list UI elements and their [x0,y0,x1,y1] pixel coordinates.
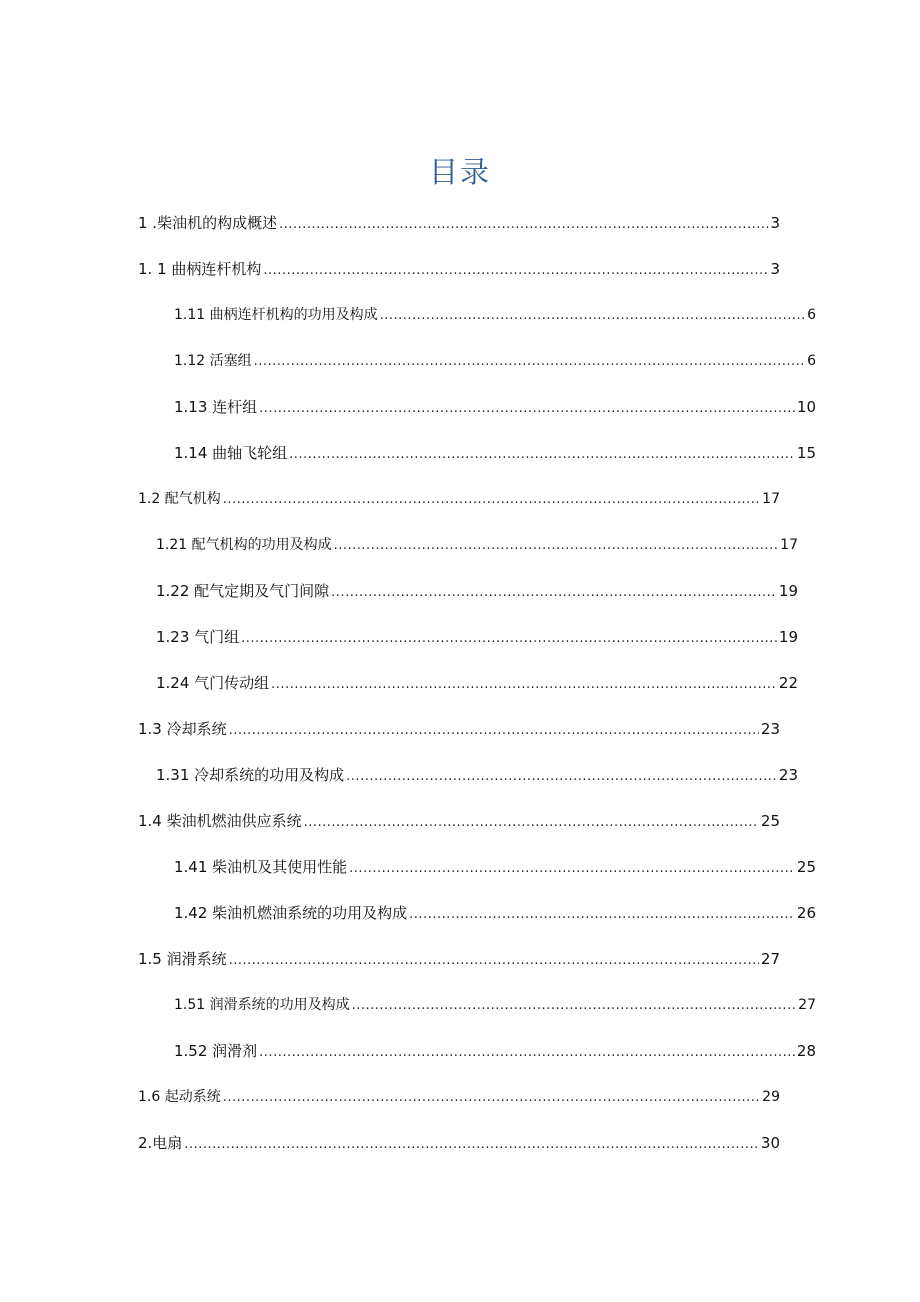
toc-entry-page: 26 [796,904,816,922]
toc-entry-page: 29 [762,1089,780,1105]
dot-leader [289,448,795,462]
toc-entry[interactable] [138,246,780,292]
toc-entry-label: 1.4 柴油机燃油供应系统 [138,812,302,830]
toc-entry-page: 10 [796,398,816,416]
toc-entry-page: 19 [778,628,798,646]
toc-entry-page: 15 [796,444,816,462]
toc-entry[interactable] [138,384,816,430]
dot-leader [271,678,777,692]
toc-entry-label: 1 .柴油机的构成概述 [138,214,278,232]
toc-entry-label: 1.22 配气定期及气门间隙 [156,582,330,600]
toc-entry[interactable] [138,844,816,890]
dot-leader [254,355,805,369]
toc-entry-page: 27 [798,997,816,1013]
toc-entry[interactable] [138,430,816,476]
toc-entry-label: 1.14 曲轴飞轮组 [174,444,288,462]
toc-entry-label: 1.11 曲柄连杆机构的功用及构成 [174,307,378,323]
dot-leader [380,309,805,323]
toc-entry-label: 1.52 润滑剂 [174,1042,258,1060]
toc-entry-label: 1.6 起动系统 [138,1089,221,1105]
toc-entry-page: 6 [807,307,816,323]
dot-leader [346,770,777,784]
dot-leader [409,908,795,922]
toc-entry-page: 6 [807,353,816,369]
toc-entry-label: 1.24 气门传动组 [156,674,270,692]
toc-entry-label: 1.13 连杆组 [174,398,258,416]
dot-leader [334,539,779,553]
toc-entry[interactable] [138,522,798,568]
toc-entry[interactable] [138,568,798,614]
toc-entry-page: 17 [762,491,780,507]
toc-entry-label: 1. 1 曲柄连杆机构 [138,260,262,278]
toc-entry-label: 1.23 气门组 [156,628,240,646]
toc-entry[interactable] [138,752,798,798]
toc-entry[interactable] [138,890,816,936]
toc-entry-label: 1.2 配气机构 [138,491,221,507]
toc-entry-label: 1.21 配气机构的功用及构成 [156,537,332,553]
toc-entry[interactable] [138,1074,780,1120]
dot-leader [223,493,760,507]
toc-entry[interactable] [138,798,780,844]
toc-entry-label: 1.3 冷却系统 [138,720,227,738]
toc-entry-label: 1.41 柴油机及其使用性能 [174,858,348,876]
toc-entry[interactable] [138,706,780,752]
toc-entry-page: 23 [778,766,798,784]
dot-leader [229,724,759,738]
toc-entry[interactable] [138,936,780,982]
dot-leader [223,1091,760,1105]
dot-leader [331,586,777,600]
toc-entry-page: 19 [778,582,798,600]
toc-entry-label: 2.电扇 [138,1134,183,1152]
dot-leader [352,999,797,1013]
dot-leader [229,954,759,968]
toc-entry-label: 1.42 柴油机燃油系统的功用及构成 [174,904,408,922]
toc-entry-page: 3 [770,260,780,278]
table-of-contents [138,200,816,1166]
toc-entry-label: 1.31 冷却系统的功用及构成 [156,766,345,784]
toc-entry-label: 1.12 活塞组 [174,353,252,369]
dot-leader [184,1138,759,1152]
toc-entry[interactable] [138,614,798,660]
toc-entry[interactable] [138,200,780,246]
toc-entry[interactable] [138,1028,816,1074]
dot-leader [241,632,777,646]
dot-leader [349,862,795,876]
toc-entry-page: 25 [760,812,780,830]
toc-entry[interactable] [138,476,780,522]
dot-leader [279,218,768,232]
toc-title: 目录 [428,155,491,189]
toc-entry[interactable] [138,660,798,706]
toc-entry-page: 30 [760,1134,780,1152]
dot-leader [259,1046,795,1060]
toc-entry-page: 3 [770,214,780,232]
toc-entry[interactable] [138,1120,780,1166]
dot-leader [259,402,795,416]
toc-entry[interactable] [138,338,816,384]
toc-entry[interactable] [138,292,816,338]
toc-entry-page: 22 [778,674,798,692]
toc-entry-label: 1.5 润滑系统 [138,950,227,968]
toc-entry-page: 27 [760,950,780,968]
toc-entry-page: 28 [796,1042,816,1060]
dot-leader [304,816,759,830]
toc-entry-page: 23 [760,720,780,738]
toc-entry[interactable] [138,982,816,1028]
dot-leader [263,264,768,278]
toc-entry-page: 17 [780,537,798,553]
toc-entry-label: 1.51 润滑系统的功用及构成 [174,997,350,1013]
toc-entry-page: 25 [796,858,816,876]
